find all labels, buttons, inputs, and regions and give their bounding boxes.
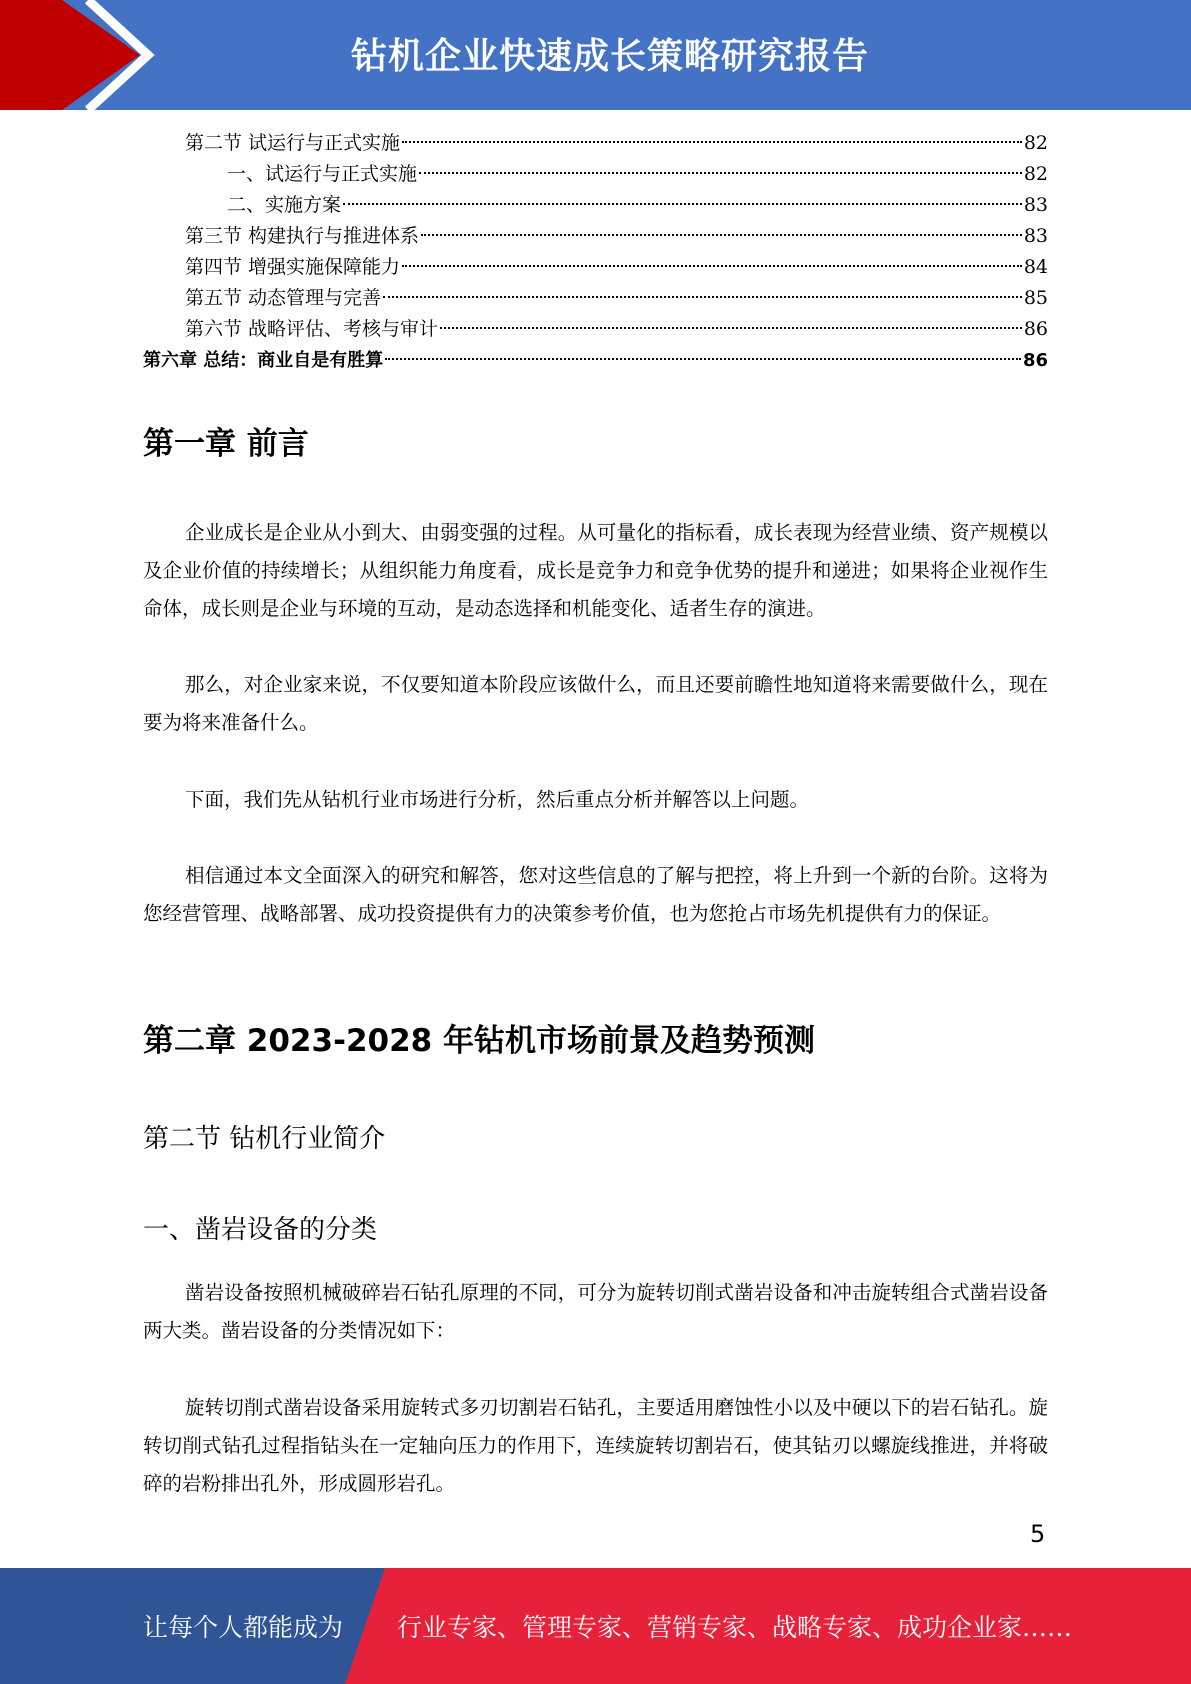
chapter1-paragraph: 下面，我们先从钻机行业市场进行分析，然后重点分析并解答以上问题。: [185, 788, 810, 811]
toc-entry-page: 82: [1023, 163, 1048, 185]
toc-entry-label: 第六节 战略评估、考核与审计: [185, 318, 439, 340]
footer-slogan-right: 行业专家、管理专家、营销专家、战略专家、成功企业家……: [397, 1613, 1073, 1642]
toc-entry[interactable]: [143, 159, 1048, 190]
toc-entry[interactable]: [143, 345, 1048, 376]
toc-entry[interactable]: [143, 314, 1048, 345]
toc-leader-dots: [402, 265, 1022, 267]
page-number: 5: [1030, 1520, 1046, 1548]
toc-entry-page: 83: [1023, 225, 1048, 247]
toc-leader-dots: [440, 327, 1022, 329]
toc-entry-label: 一、试运行与正式实施: [227, 163, 418, 185]
footer-slogan-left: 让每个人都能成为: [143, 1613, 344, 1642]
toc-leader-dots: [385, 358, 1021, 360]
toc-entry-label: 二、实施方案: [227, 194, 342, 216]
toc-entry[interactable]: [143, 221, 1048, 252]
toc-entry-label: 第六章 总结：商业自是有胜算: [143, 350, 384, 371]
toc-entry-page: 84: [1023, 256, 1048, 278]
toc-entry[interactable]: [143, 190, 1048, 221]
toc-entry-page: 82: [1023, 132, 1048, 154]
table-of-contents: [143, 128, 1048, 376]
chapter1-paragraph: 企业成长是企业从小到大、由弱变强的过程。从可量化的指标看，成长表现为经营业绩、资产规模以及企业价值的持续增长；从组织能力角度看，成长是竞争力和竞争优势的提升和递进；如果将企业视作生命体，成长则是企业与环境的互动，是动态选择和机能变化、适者生存的演进。: [143, 521, 1048, 620]
toc-entry-label: 第四节 增强实施保障能力: [185, 256, 401, 278]
toc-leader-dots: [419, 172, 1022, 174]
chapter1-heading: 第一章 前言: [143, 426, 309, 462]
chapter1-paragraph: 那么，对企业家来说，不仅要知道本阶段应该做什么，而且还要前瞻性地知道将来需要做什么，现在要为将来准备什么。: [143, 673, 1048, 734]
footer-band: [0, 1568, 1191, 1684]
toc-entry[interactable]: [143, 128, 1048, 159]
chapter2-heading: 第二章 2023-2028 年钻机市场前景及趋势预测: [143, 1023, 816, 1059]
toc-entry-page: 83: [1023, 194, 1048, 216]
section-heading: 第二节 钻机行业简介: [143, 1124, 386, 1154]
toc-entry[interactable]: [143, 283, 1048, 314]
toc-leader-dots: [343, 203, 1022, 205]
toc-leader-dots: [383, 296, 1022, 298]
toc-entry-label: 第二节 试运行与正式实施: [185, 132, 401, 154]
toc-entry-page: 86: [1022, 350, 1048, 371]
chapter2-paragraph: 凿岩设备按照机械破碎岩石钻孔原理的不同，可分为旋转切削式凿岩设备和冲击旋转组合式凿岩设备两大类。凿岩设备的分类情况如下：: [143, 1281, 1048, 1342]
header-band: [0, 0, 1191, 110]
header-title: 钻机企业快速成长策略研究报告: [350, 36, 869, 77]
toc-entry-page: 85: [1023, 287, 1048, 309]
chapter2-paragraph: 旋转切削式凿岩设备采用旋转式多刃切割岩石钻孔，主要适用磨蚀性小以及中硬以下的岩石钻孔。旋转切削式钻孔过程指钻头在一定轴向压力的作用下，连续旋转切割岩石，使其钻刃以螺旋线推进，并将破碎的岩粉排出孔外，形成圆形岩孔。: [143, 1396, 1048, 1495]
toc-leader-dots: [402, 141, 1022, 143]
header-red-arrow: [0, 0, 140, 110]
subsection-heading: 一、凿岩设备的分类: [143, 1215, 378, 1245]
toc-entry-label: 第五节 动态管理与完善: [185, 287, 382, 309]
chapter1-paragraph: 相信通过本文全面深入的研究和解答，您对这些信息的了解与把控，将上升到一个新的台阶。这将为您经营管理、战略部署、成功投资提供有力的决策参考价值，也为您抢占市场先机提供有力的保证。: [143, 864, 1048, 925]
toc-leader-dots: [421, 234, 1022, 236]
toc-entry-label: 第三节 构建执行与推进体系: [185, 225, 420, 247]
toc-entry-page: 86: [1023, 318, 1048, 340]
toc-entry[interactable]: [143, 252, 1048, 283]
